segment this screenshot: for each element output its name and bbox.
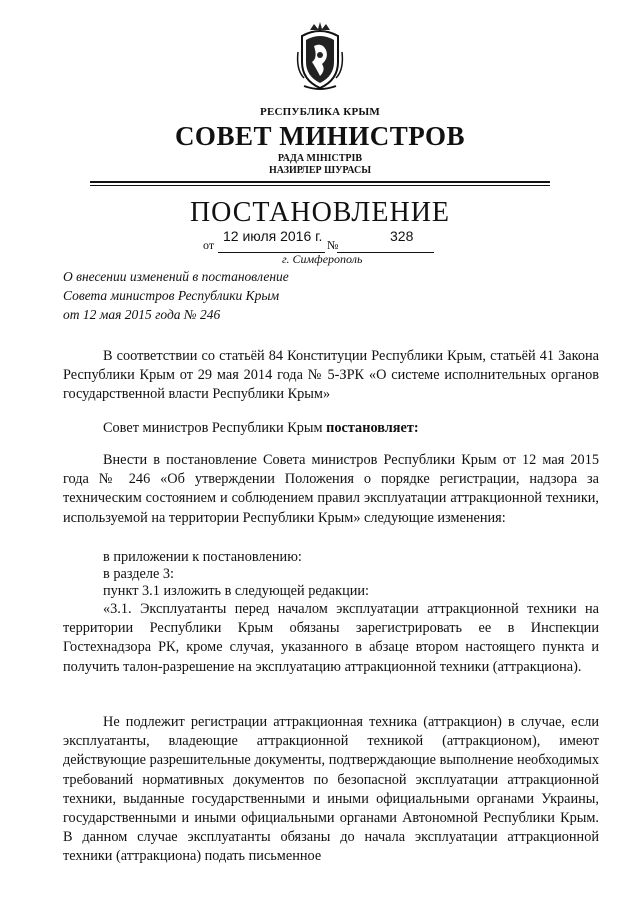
header-council: СОВЕТ МИНИСТРОВ bbox=[174, 121, 466, 151]
resolution-lead: Совет министров Республики Крым bbox=[103, 420, 327, 436]
subject-line: О внесении изменений в постановление bbox=[63, 269, 289, 284]
subject-line: от 12 мая 2015 года № 246 bbox=[63, 307, 221, 322]
date-number-row bbox=[0, 228, 640, 254]
document-subject bbox=[63, 267, 289, 324]
preamble-paragraph: В соответствии со статьёй 84 Конституции Республики Крым, статьёй 41 Закона Республики Крым от 29 мая 2014 года № 5-ЗРК «О системе исполнительных органов государственной власти Республики Крым» bbox=[63, 348, 599, 403]
date-prefix: от bbox=[203, 238, 215, 252]
amendment-paragraph: Внести в постановление Совета министров Республики Крым от 12 мая 2015 года № 246 «Об утверждении Положения о порядке регистрации, надзора за техническим состоянием и соблюдением правил эксплуатации аттракционной техники, используемой на территории Республики Крым» следующие изменения: bbox=[63, 452, 599, 526]
document-city: г. Симферополь bbox=[282, 252, 363, 266]
header-divider-thin bbox=[90, 185, 550, 186]
exemption-paragraph: Не подлежит регистрации аттракционная техника (аттракцион) в случае, если эксплуатанты, владеющие аттракционной техникой (аттракционом), имеют действующие разрешительные документы, подтверждающие выполнение необходимых требований нормативных документов по безопасной эксплуатации аттракционной техники, выданные государственными и иными официальными органами Украины, государственными и иными официальными органами Автономной Республики Крым. В данном случае эксплуатанты обязаны до начала эксплуатации аттракционной техники (аттракциона) подать письменное bbox=[63, 714, 599, 865]
number-sign: № bbox=[327, 238, 339, 252]
resolution-paragraph bbox=[63, 419, 599, 438]
subject-line: Совета министров Республики Крым bbox=[63, 288, 280, 303]
document-type-title: ПОСТАНОВЛЕНИЕ bbox=[189, 197, 451, 228]
resolution-verb: постановляет: bbox=[326, 420, 419, 436]
header-rada: РАДА МІНІСТРІВ bbox=[277, 153, 363, 164]
header-nazirler: НАЗИРЛЕР ШУРАСЫ bbox=[268, 165, 372, 176]
header-republic: РЕСПУБЛИКА КРЫМ bbox=[260, 106, 380, 118]
list-item: в разделе 3: bbox=[103, 566, 175, 582]
list-item: в приложении к постановлению: bbox=[103, 549, 302, 565]
list-item: пункт 3.1 изложить в следующей редакции: bbox=[103, 583, 370, 599]
crimea-coat-of-arms-icon bbox=[296, 22, 344, 92]
header-divider-thick bbox=[90, 181, 550, 183]
document-number: 328 bbox=[390, 228, 414, 244]
document-date: 12 июля 2016 г. bbox=[223, 228, 323, 244]
clause-3-1-paragraph: «3.1. Эксплуатанты перед началом эксплуатации аттракционной техники на территории Республики Крым обязаны зарегистрировать ее в Инспекции Гостехнадзора РК, кроме случая, указанного в абзаце втором настоящего пункта и получить талон-разрешение на эксплуатацию аттракционной техники (аттракциона). bbox=[63, 601, 599, 675]
